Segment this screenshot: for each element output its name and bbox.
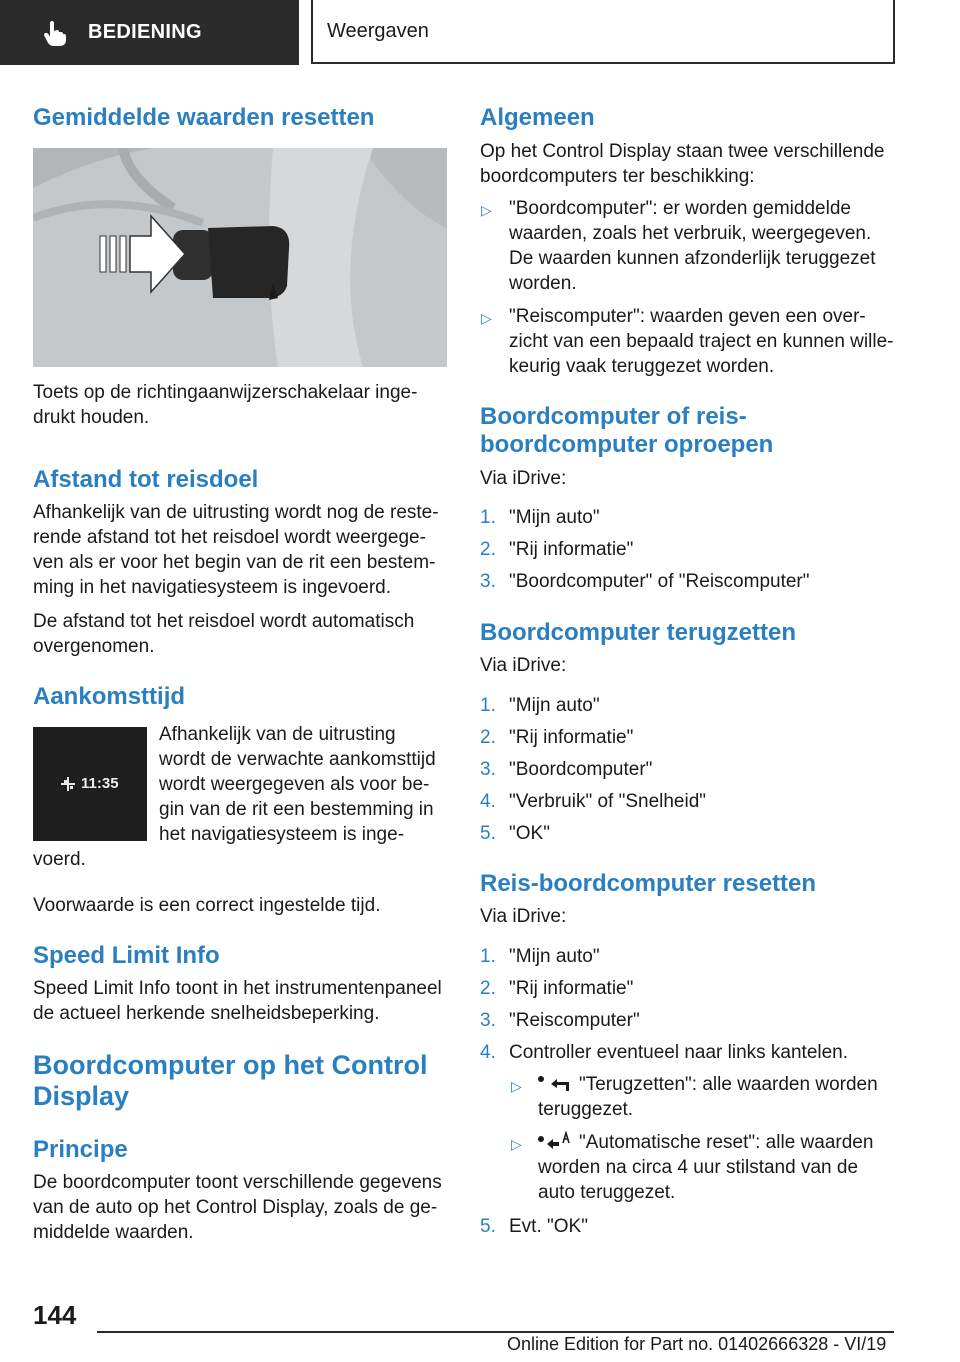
step-text: "Verbruik" of "Snelheid" [509, 791, 707, 812]
chapter-tab [0, 0, 299, 65]
general-text-line: Op het Control Display staan twee verschillende [480, 141, 885, 162]
step-text: "Mijn auto" [509, 695, 600, 716]
step-text: "Boordcomputer" [509, 759, 653, 780]
via-idrive-text: Via iDrive: [480, 906, 567, 927]
bullet-triangle-icon: ▷ [481, 310, 492, 326]
auto-reset-symbol-icon [537, 1131, 571, 1151]
topic-header [311, 0, 895, 64]
chapter-title: BEDIENING [88, 21, 202, 43]
principle-text-line: van de auto op het Control Display, zoals de ge- [33, 1197, 438, 1218]
sub-bullet-text: teruggezet. [538, 1099, 634, 1120]
heading-speed-limit-info: Speed Limit Info [33, 942, 220, 969]
arrival-text-line: Afhankelijk van de uitrusting [159, 724, 396, 745]
step-text: "Mijn auto" [509, 507, 600, 528]
heading-principle: Principe [33, 1136, 128, 1163]
bullet-text-line: worden. [509, 273, 577, 294]
step-number: 3. [480, 759, 496, 780]
distance-text-line: rende afstand tot het reisdoel wordt weergege- [33, 527, 426, 548]
bullet-text-line: De waarden kunnen afzonderlijk teruggezet [509, 248, 876, 269]
footer-divider [97, 1331, 894, 1333]
step-number: 2. [480, 539, 496, 560]
bullet-triangle-icon: ▷ [511, 1078, 522, 1094]
hand-pointer-icon [44, 20, 66, 46]
step-number: 2. [480, 727, 496, 748]
speed-text-line: Speed Limit Info toont in het instrumentenpaneel [33, 978, 442, 999]
heading-call-up-computer-cont: boordcomputer oproepen [480, 431, 774, 458]
step-number: 1. [480, 507, 496, 528]
arrival-text-line: voerd. [33, 849, 86, 870]
step-text: "Rij informatie" [509, 727, 634, 748]
distance-text-line: ming in het navigatiesysteem is ingevoerd. [33, 577, 392, 598]
step-text: "Boordcomputer" of "Reiscomputer" [509, 571, 810, 592]
prerequisite-text: Voorwaarde is een correct ingestelde tijd. [33, 895, 381, 916]
step-text: "Reiscomputer" [509, 1010, 640, 1031]
bullet-triangle-icon: ▷ [481, 202, 492, 218]
bullet-triangle-icon: ▷ [511, 1136, 522, 1152]
step-text: "Mijn auto" [509, 946, 600, 967]
sub-bullet-text: auto teruggezet. [538, 1182, 676, 1203]
heading-distance-destination: Afstand tot reisdoel [33, 466, 259, 493]
via-idrive-text: Via iDrive: [480, 468, 567, 489]
via-idrive-text: Via iDrive: [480, 655, 567, 676]
step-number: 1. [480, 695, 496, 716]
reset-text-line-2: drukt houden. [33, 407, 150, 428]
step-number: 5. [480, 1216, 496, 1237]
sub-bullet-text: worden na circa 4 uur stilstand van de [538, 1157, 859, 1178]
distance-text-line: De afstand tot het reisdoel wordt automatisch [33, 611, 415, 632]
heading-reset-trip-computer: Reis-boordcomputer resetten [480, 870, 817, 897]
bullet-text-line: keurig vaak teruggezet worden. [509, 356, 775, 377]
arrival-text-line: het navigatiesysteem is inge- [159, 824, 405, 845]
heading-reset-averages: Gemiddelde waarden resetten [33, 104, 375, 131]
bullet-text-line: zicht van een bepaald traject en kunnen wille- [509, 331, 894, 352]
bullet-text-line: waarden, zoals het verbruik, weergegeven. [509, 223, 872, 244]
principle-text-line: De boordcomputer toont verschillende gegevens [33, 1172, 442, 1193]
step-number: 3. [480, 571, 496, 592]
step-number: 2. [480, 978, 496, 999]
arrival-text-line: wordt weergegeven als voor be- [159, 774, 430, 795]
heading-call-up-computer: Boordcomputer of reis- [480, 403, 747, 430]
bullet-text-line: "Boordcomputer": er worden gemiddelde [509, 198, 851, 219]
step-number: 1. [480, 946, 496, 967]
heading-general: Algemeen [480, 104, 595, 131]
step-text: "Rij informatie" [509, 978, 634, 999]
heading-onboard-computer-cont: Display [33, 1081, 130, 1111]
principle-text-line: middelde waarden. [33, 1222, 194, 1243]
reset-text-line-1: Toets op de richtingaanwijzerschakelaar inge- [33, 382, 418, 403]
step-text: "Rij informatie" [509, 539, 634, 560]
turn-signal-lever-figure [33, 148, 447, 367]
page-number: 144 [33, 1300, 77, 1330]
step-number: 4. [480, 791, 496, 812]
bullet-text-line: "Reiscomputer": waarden geven een over- [509, 306, 866, 327]
arrival-time-display-figure [33, 727, 147, 841]
reset-symbol-icon [537, 1075, 571, 1093]
arrival-text-line: wordt de verwachte aankomsttijd [159, 749, 436, 770]
step-text: "OK" [509, 823, 550, 844]
topic-title: Weergaven [327, 19, 429, 42]
distance-text-line: overgenomen. [33, 636, 155, 657]
distance-text-line: ven als er voor het begin van de rit een bestem- [33, 552, 436, 573]
sub-bullet-text: "Terugzetten": alle waarden worden [579, 1074, 878, 1095]
arrival-time-value: 11:35 [81, 775, 119, 792]
step-number: 3. [480, 1010, 496, 1031]
speed-text-line: de actueel herkende snelheidsbeperking. [33, 1003, 380, 1024]
distance-text-line: Afhankelijk van de uitrusting wordt nog de reste- [33, 502, 439, 523]
step-text: Controller eventueel naar links kantelen. [509, 1042, 849, 1063]
heading-onboard-computer: Boordcomputer op het Control [33, 1050, 428, 1080]
step-number: 5. [480, 823, 496, 844]
edition-footer: Online Edition for Part no. 01402666328 - VI/19 [507, 1334, 887, 1354]
step-number: 4. [480, 1042, 496, 1063]
arrival-text-line: gin van de rit een bestemming in [159, 799, 434, 820]
sub-bullet-text: "Automatische reset": alle waarden [579, 1132, 874, 1153]
step-text: Evt. "OK" [509, 1216, 588, 1237]
heading-reset-computer: Boordcomputer terugzetten [480, 619, 797, 646]
heading-arrival-time: Aankomsttijd [33, 683, 186, 710]
general-text-line: boordcomputers ter beschikking: [480, 166, 755, 187]
